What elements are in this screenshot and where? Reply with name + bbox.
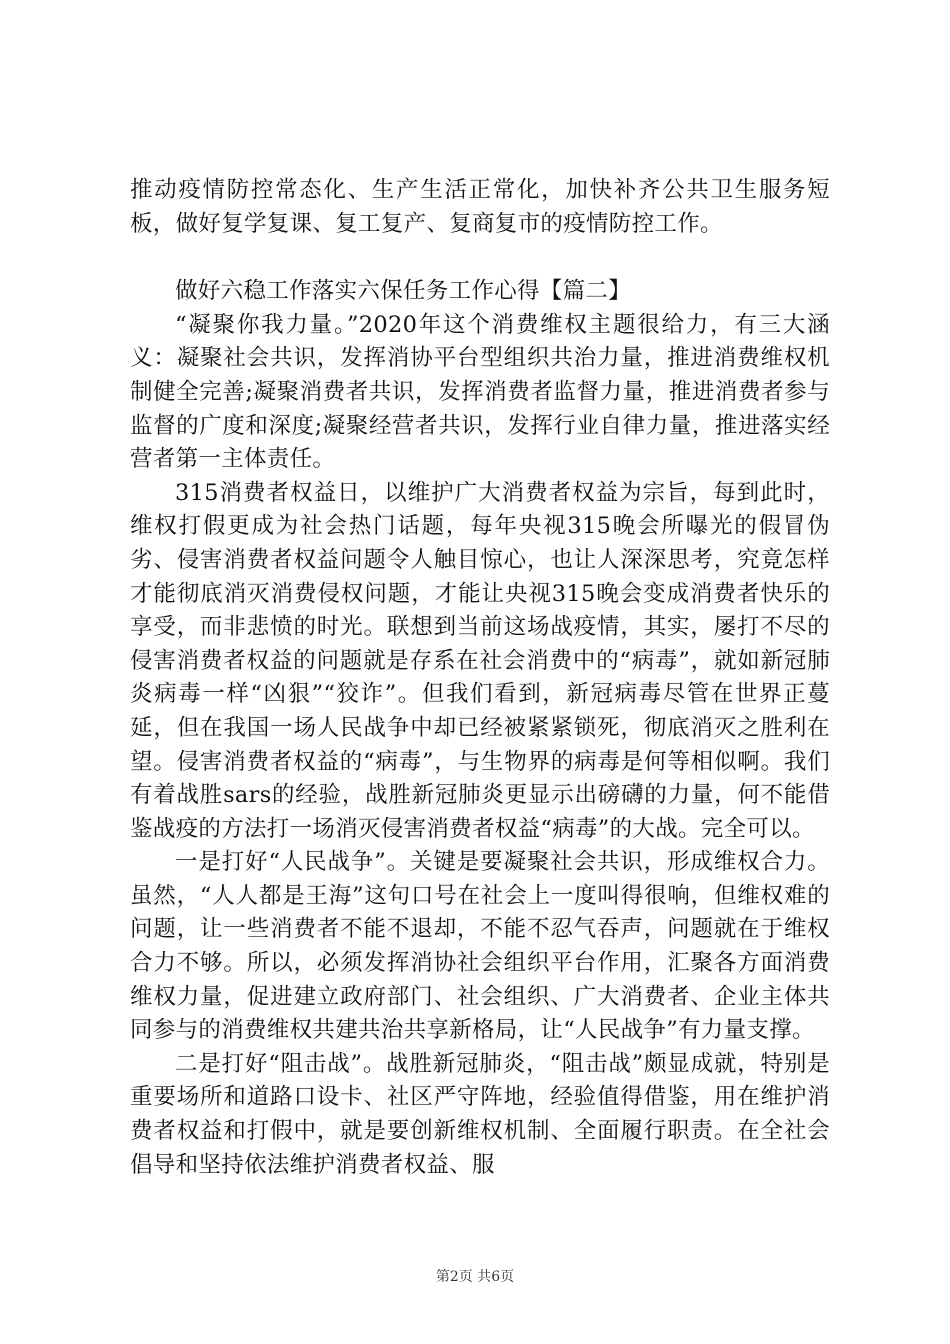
body-paragraph-3: 一是打好“人民战争”。关键是要凝聚社会共识，形成维权合力。虽然，“人人都是王海”这句口号在社会上一度叫得很响，但维权难的问题，让一些消费者不能不退却，不能不忍气吞声，问题就在于维权合力不够。所以，必须发挥消协社会组织平台作用，汇聚各方面消费维权力量，促进建立政府部门、社会组织、广大消费者、企业主体共同参与的消费维权共建共治共享新格局，让“人民战争”有力量支撑。 [130,849,830,1044]
paragraph-spacer [130,241,830,275]
body-paragraph-1: “凝聚你我力量。”2020年这个消费维权主题很给力，有三大涵义：凝聚社会共识，发挥消协平台型组织共治力量，推进消费维权机制健全完善;凝聚消费者共识，发挥消费者监督力量，推进消费者参与监督的广度和深度;凝聚经营者共识，发挥行业自律力量，推进落实经营者第一主体责任。 [130,311,830,473]
intro-paragraph: 推动疫情防控常态化、生产生活正常化，加快补齐公共卫生服务短板，做好复学复课、复工复产、复商复市的疫情防控工作。 [130,177,830,237]
body-paragraph-4: 二是打好“阻击战”。战胜新冠肺炎，“阻击战”颇显成就，特别是重要场所和道路口设卡、社区严守阵地，经验值得借鉴，用在维护消费者权益和打假中，就是要创新维权机制、全面履行职责。在全社会倡导和坚持依法维护消费者权益、服 [130,1050,830,1178]
document-body [130,174,830,1182]
body-paragraph-2: 315消费者权益日，以维护广大消费者权益为宗旨，每到此时，维权打假更成为社会热门话题，每年央视315晚会所曝光的假冒伪劣、侵害消费者权益问题令人触目惊心，也让人深深思考，究竟怎样才能彻底消灭消费侵权问题，才能让央视315晚会变成消费者快乐的享受，而非悲愤的时光。联想到当前这场战疫情，其实，屡打不尽的侵害消费者权益的问题就是存系在社会消费中的“病毒”，就如新冠肺炎病毒一样“凶狠”“狡诈”。但我们看到，新冠病毒尽管在世界正蔓延，但在我国一场人民战争中却已经被紧紧锁死，彻底消灭之胜利在望。侵害消费者权益的“病毒”，与生物界的病毒是何等相似啊。我们有着战胜sars的经验，战胜新冠肺炎更显示出磅礴的力量，何不能借鉴战疫的方法打一场消灭侵害消费者权益“病毒”的大战。完全可以。 [130,479,830,842]
section-title: 做好六稳工作落实六保任务工作心得【篇二】 [175,278,632,305]
page-footer: 第2页 共6页 [435,1269,515,1285]
